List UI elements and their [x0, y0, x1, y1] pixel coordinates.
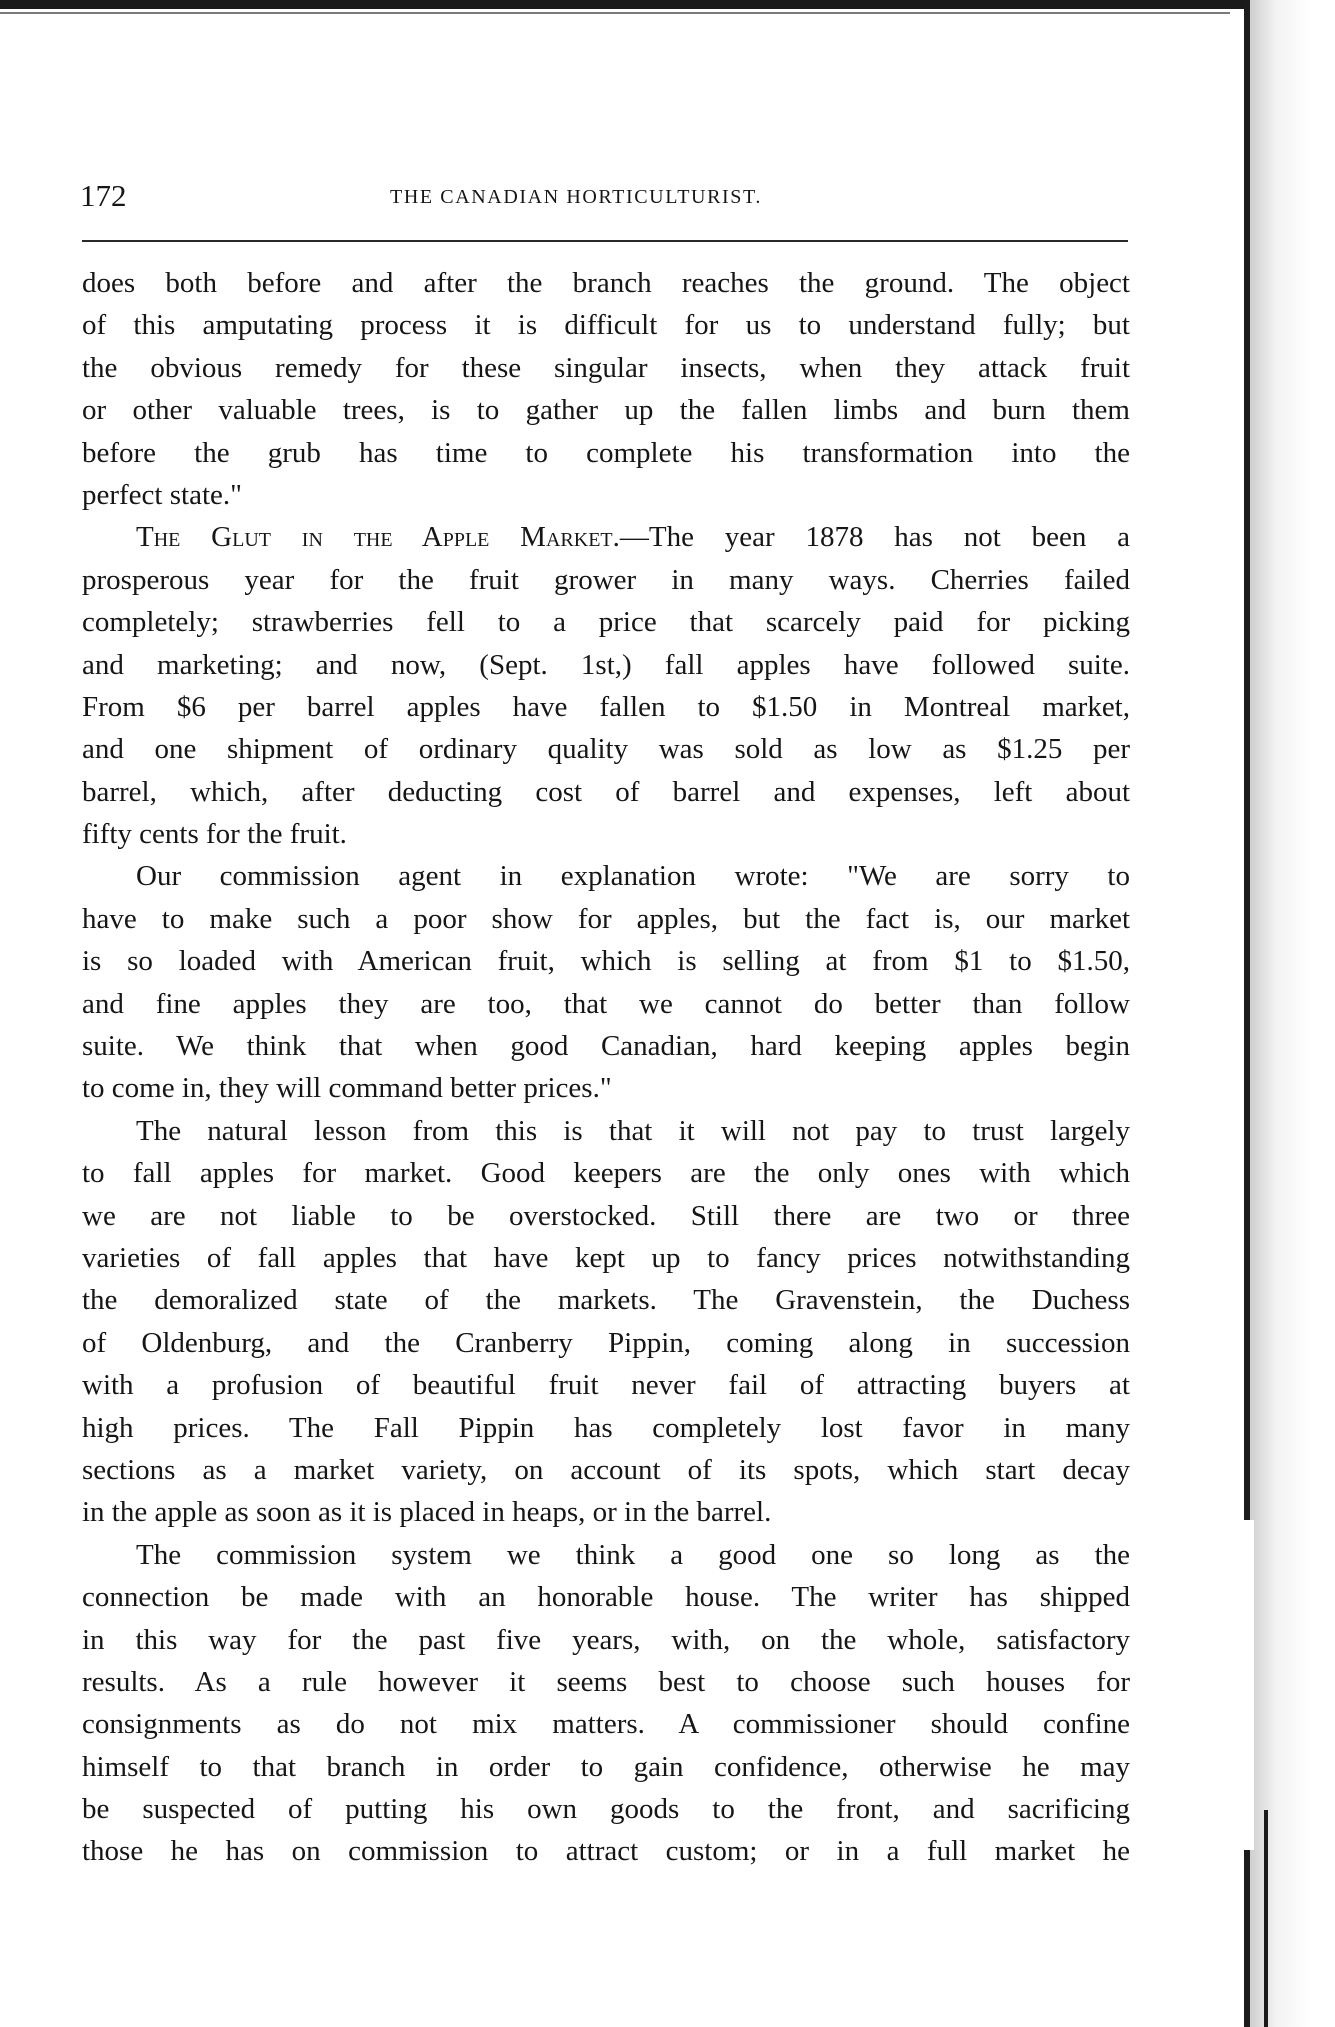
text-line: connection be made with an honorable house. The writer has shipped [82, 1581, 1130, 1614]
text-line: of Oldenburg, and the Cranberry Pippin, coming along in succession [82, 1326, 1130, 1359]
text-line: fifty cents for the fruit. [82, 818, 347, 851]
right-scan-edge-tail [1264, 1810, 1268, 2027]
paragraph [82, 262, 1130, 516]
text-line: is so loaded with American fruit, which is selling at from $1 to $1.50, [82, 945, 1130, 978]
page-number: 172 [80, 178, 127, 213]
body-text [82, 262, 1130, 1873]
text-line: have to make such a poor show for apples, but the fact is, our market [82, 902, 1130, 935]
text-line: suite. We think that when good Canadian, hard keeping apples begin [82, 1030, 1130, 1063]
text-line: completely; strawberries fell to a price that scarcely paid for picking [82, 606, 1130, 639]
text-line: and one shipment of ordinary quality was sold as low as $1.25 per [82, 733, 1130, 766]
text-line: to fall apples for market. Good keepers are the only ones with which [82, 1157, 1130, 1190]
text-line: and fine apples they are too, that we cannot do better than follow [82, 987, 1130, 1020]
text-line: and marketing; and now, (Sept. 1st,) fall apples have followed suite. [82, 648, 1130, 681]
running-title: THE CANADIAN HORTICULTURIST. [390, 186, 762, 208]
text-line: barrel, which, after deducting cost of barrel and expenses, left about [82, 775, 1130, 808]
text-line: with a profusion of beautiful fruit never fail of attracting buyers at [82, 1369, 1130, 1402]
text-line: prosperous year for the fruit grower in many ways. Cherries failed [82, 563, 1130, 596]
text-line: those he has on commission to attract custom; or in a full market he [82, 1835, 1130, 1868]
text-line: we are not liable to be overstocked. Still there are two or three [82, 1199, 1130, 1232]
text-line: high prices. The Fall Pippin has completely lost favor in many [82, 1411, 1130, 1444]
paragraph [82, 1110, 1130, 1534]
top-scan-edge-thin [0, 12, 1230, 14]
text-line: the obvious remedy for these singular insects, when they attack fruit [82, 351, 1130, 384]
text-line: does both before and after the branch reaches the ground. The object [82, 267, 1130, 299]
text-line: in the apple as soon as it is placed in heaps, or in the barrel. [82, 1496, 772, 1529]
header-rule [82, 240, 1128, 242]
text-line: of this amputating process it is difficult for us to understand fully; but [82, 309, 1130, 342]
text-line [82, 516, 1130, 558]
text-line: results. As a rule however it seems best to choose such houses for [82, 1665, 1130, 1698]
text-line: Our commission agent in explanation wrote: "We are sorry to [136, 860, 1130, 893]
text-run: —The year 1878 has not been a [619, 521, 1130, 554]
text-line: sections as a market variety, on account of its spots, which start decay [82, 1453, 1130, 1486]
paragraph [82, 855, 1130, 1109]
text-line: consignments as do not mix matters. A commissioner should confine [82, 1708, 1130, 1741]
right-scan-edge-gap [1240, 1520, 1254, 1850]
text-line: The commission system we think a good one so long as the [136, 1538, 1130, 1571]
top-scan-edge [0, 0, 1300, 9]
text-line: the demoralized state of the markets. The Gravenstein, the Duchess [82, 1284, 1130, 1317]
text-line: The natural lesson from this is that it will not pay to trust largely [136, 1114, 1130, 1147]
page-gutter-shadow [1250, 0, 1335, 2027]
section-heading: The Glut in the Apple Market. [136, 521, 620, 554]
text-line: before the grub has time to complete his transformation into the [82, 436, 1130, 469]
text-line: in this way for the past five years, with, on the whole, satisfactory [82, 1623, 1130, 1656]
paragraph [82, 516, 1130, 855]
text-line: varieties of fall apples that have kept up to fancy prices notwithstanding [82, 1241, 1130, 1274]
text-line: be suspected of putting his own goods to the front, and sacrificing [82, 1793, 1130, 1826]
text-line: himself to that branch in order to gain confidence, otherwise he may [82, 1750, 1130, 1783]
page-header [80, 178, 1130, 214]
text-line: perfect state." [82, 478, 242, 511]
text-line: From $6 per barrel apples have fallen to $1.50 in Montreal market, [82, 690, 1130, 723]
text-line: or other valuable trees, is to gather up the fallen limbs and burn them [82, 394, 1130, 427]
paragraph [82, 1534, 1130, 1873]
text-line: to come in, they will command better prices." [82, 1072, 612, 1105]
